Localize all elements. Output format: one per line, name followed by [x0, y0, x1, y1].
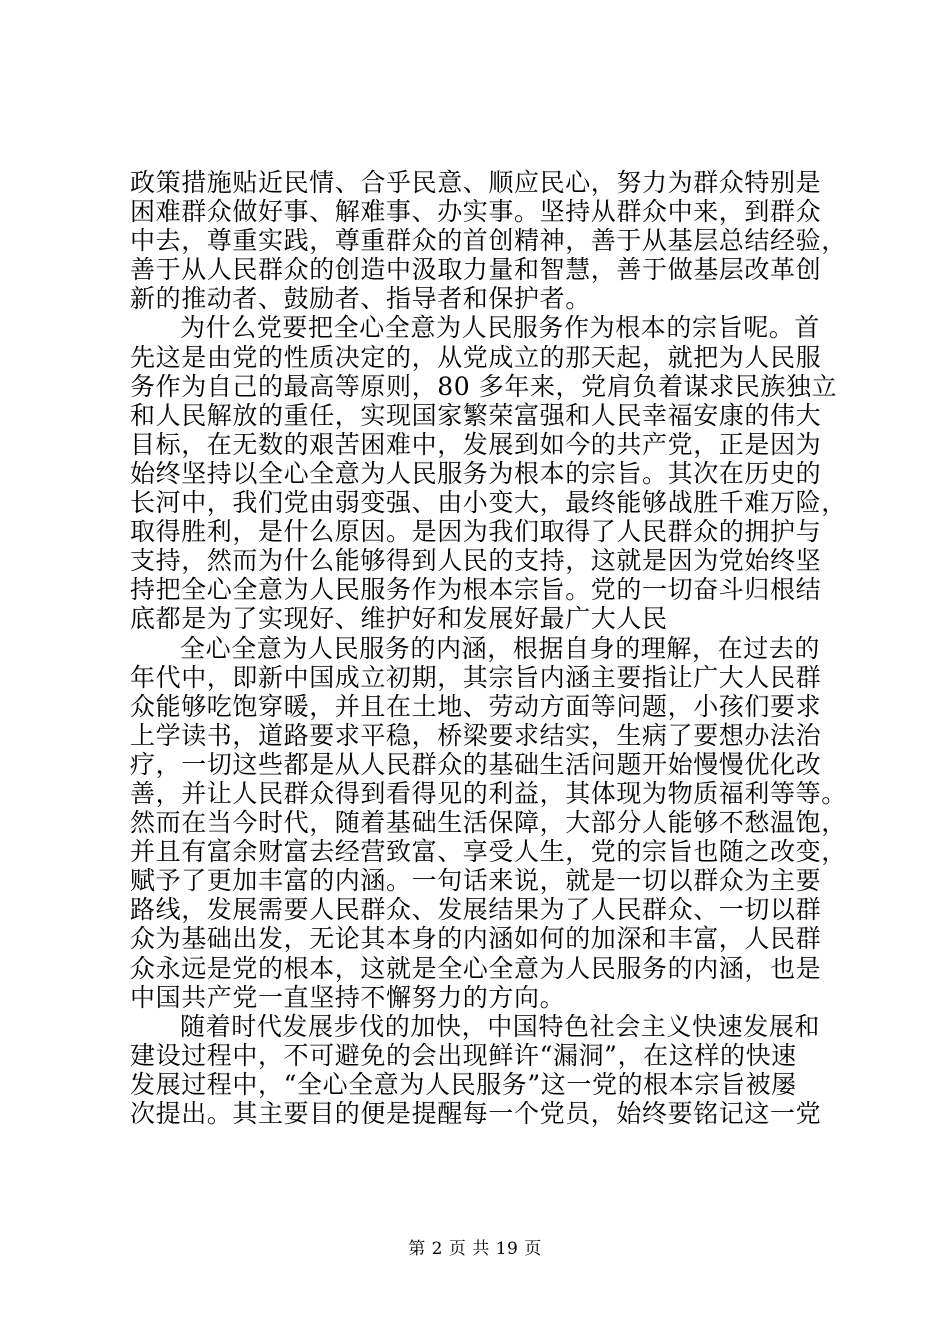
text-line: 困难群众做好事、解难事、办实事。坚持从群众中来，到群众 [130, 197, 822, 227]
text-line: 众能够吃饱穿暖，并且在土地、劳动方面等问题，小孩们要求 [130, 691, 822, 721]
page-number-footer: 第 2 页 共 19 页 [408, 1239, 542, 1259]
text-line: 新的推动者、鼓励者、指导者和保护者。 [130, 284, 591, 314]
text-line: 目标，在无数的艰苦困难中，发展到如今的共产党，正是因为 [130, 429, 822, 459]
text-line: 众为基础出发，无论其本身的内涵如何的加深和丰富，人民群 [130, 924, 822, 954]
text-line: 全心全意为人民服务的内涵，根据自身的理解，在过去的 [180, 633, 821, 663]
text-line: 政策措施贴近民情、合乎民意、顺应民心，努力为群众特别是 [130, 168, 822, 197]
text-line: 众永远是党的根本，这就是全心全意为人民服务的内涵，也是 [130, 953, 822, 983]
text-line: 善，并让人民群众得到看得见的利益，其体现为物质福利等等。 [130, 778, 847, 808]
text-line: 和人民解放的重任，实现国家繁荣富强和人民幸福安康的伟大 [130, 400, 822, 430]
body-text [130, 168, 847, 1128]
text-line: 赋予了更加丰富的内涵。一句话来说，就是一切以群众为主要 [130, 866, 822, 896]
text-line: 长河中，我们党由弱变强、由小变大，最终能够战胜千难万险， [130, 488, 847, 518]
text-line: 善于从人民群众的创造中汲取力量和智慧，善于做基层改革创 [130, 255, 822, 285]
text-line: 并且有富余财富去经营致富、享受人生，党的宗旨也随之改变， [130, 837, 847, 867]
text-line: 上学读书，道路要求平稳，桥梁要求结实，生病了要想办法治 [130, 720, 822, 750]
text-line: 中国共产党一直坚持不懈努力的方向。 [130, 982, 566, 1012]
text-line: 为什么党要把全心全意为人民服务作为根本的宗旨呢。首 [180, 313, 821, 343]
text-line: 持把全心全意为人民服务作为根本宗旨。党的一切奋斗归根结 [130, 575, 822, 605]
text-line: 然而在当今时代，随着基础生活保障，大部分人能够不愁温饱， [130, 808, 847, 838]
text-line: 底都是为了实现好、维护好和发展好最广大人民 [130, 604, 668, 634]
text-line: 支持，然而为什么能够得到人民的支持，这就是因为党始终坚 [130, 546, 822, 576]
text-line: 务作为自己的最高等原则，80 多年来，党肩负着谋求民族独立 [130, 371, 838, 401]
text-line: 建设过程中，不可避免的会出现鲜许“漏洞”，在这样的快速 [130, 1040, 797, 1070]
text-line: 年代中，即新中国成立初期，其宗旨内涵主要指让广大人民群 [130, 662, 822, 692]
text-line: 先这是由党的性质决定的，从党成立的那天起，就把为人民服 [130, 342, 822, 372]
text-line: 始终坚持以全心全意为人民服务为根本的宗旨。其次在历史的 [130, 458, 822, 488]
text-line: 取得胜利，是什么原因。是因为我们取得了人民群众的拥护与 [130, 517, 822, 547]
text-line: 路线，发展需要人民群众、发展结果为了人民群众、一切以群 [130, 895, 822, 925]
text-line: 中去，尊重实践，尊重群众的首创精神，善于从基层总结经验， [130, 226, 847, 256]
text-line: 次提出。其主要目的便是提醒每一个党员，始终要铭记这一党 [130, 1099, 822, 1128]
text-line: 随着时代发展步伐的加快，中国特色社会主义快速发展和 [180, 1011, 821, 1041]
text-line: 疗，一切这些都是从人民群众的基础生活问题开始慢慢优化改 [130, 749, 822, 779]
text-line: 发展过程中，“全心全意为人民服务”这一党的根本宗旨被屡 [130, 1069, 797, 1099]
